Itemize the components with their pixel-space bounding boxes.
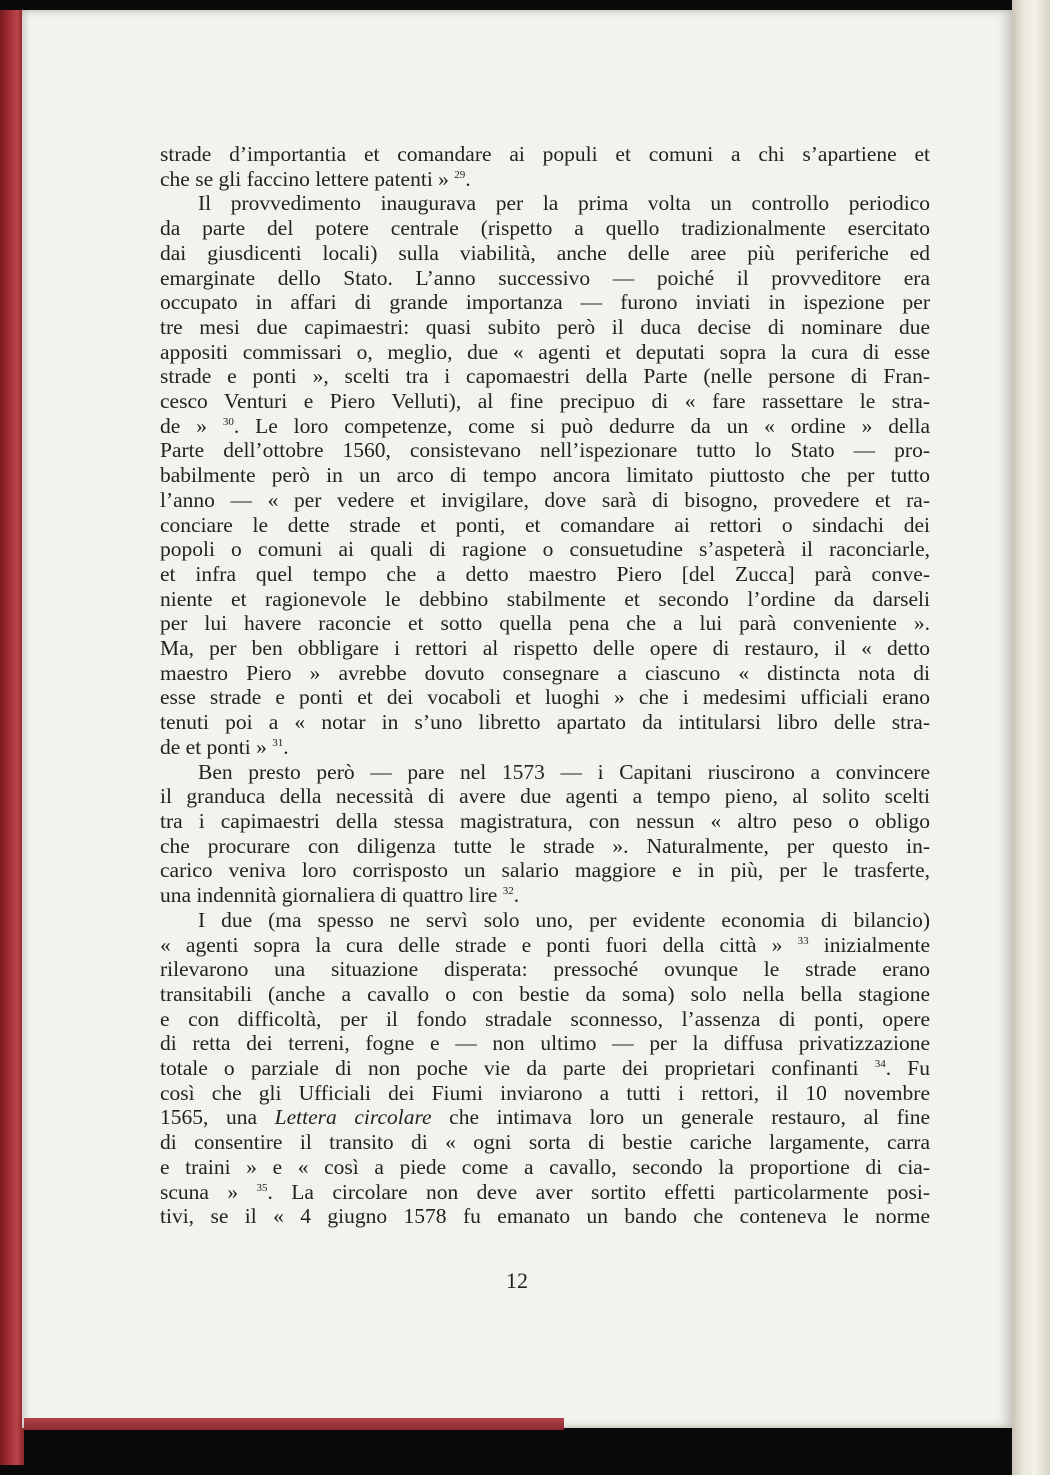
text-line-content: strade e ponti », scelti tra i capomaestri della Parte (nelle persone di Fran- (160, 364, 930, 389)
book-binding-red (0, 10, 24, 1465)
text-line (160, 191, 930, 216)
text-line-tail: . (465, 166, 471, 191)
text-line-content: Parte dell’ottobre 1560, consistevano nell’ispezionare tutto lo Stato — pro- (160, 438, 930, 463)
text-line (160, 908, 930, 933)
text-line (160, 364, 930, 389)
text-line-content: di consentire il transito di « ogni sorta di bestie cariche largamente, carra (160, 1130, 930, 1155)
text-line (160, 834, 930, 859)
text-line (160, 1204, 930, 1229)
text-line (160, 537, 930, 562)
text-line (160, 661, 930, 686)
text-line-content: tenuti poi a « notar in s’uno libretto apartato da intitularsi libro delle stra- (160, 710, 930, 735)
text-line-content: rilevarono una situazione disperata: pressoché ovunque le strade erano (160, 957, 930, 982)
text-line-content: per lui havere raconcie et sotto quella pena che a lui parà conveniente ». (160, 611, 930, 636)
text-line (160, 710, 930, 735)
text-line-content: dai giusdicenti locali) sulla viabilità, anche delle aree più periferiche ed (160, 240, 930, 265)
footnote-marker: 29 (454, 168, 466, 181)
text-line (160, 290, 930, 315)
book-binding-red-bottom (24, 1418, 564, 1430)
text-line (160, 414, 930, 439)
text-line (160, 1081, 930, 1106)
text-line-tail: . (513, 883, 520, 908)
text-line (160, 513, 930, 538)
text-line (160, 611, 930, 636)
text-line-content: occupato in affari di grande importanza — furono inviati in ispezione per (160, 290, 930, 315)
book-page (22, 10, 1012, 1428)
text-line-content: de » (160, 413, 223, 438)
text-line-tail: inizialmente (808, 932, 930, 957)
text-line (160, 1056, 930, 1081)
text-line-content: appositi commissari o, meglio, due « agenti et deputati sopra la cura di esse (160, 339, 930, 364)
text-line (160, 957, 930, 982)
text-line (160, 685, 930, 710)
text-line-tail: . (283, 734, 289, 759)
text-line (160, 340, 930, 365)
text-line-content: tivi, se il « 4 giugno 1578 fu emanato un bando che conteneva le norme (160, 1204, 930, 1229)
text-line-content: et infra quel tempo che a detto maestro Piero [del Zucca] parà conve- (160, 561, 930, 586)
text-line-content: carico veniva loro corrisposto un salario maggiore e in più, per le trasferte, (160, 858, 930, 883)
text-line-content: transitabili (anche a cavallo o con bestie da soma) solo nella bella stagione (160, 981, 930, 1006)
text-line (160, 760, 930, 785)
text-line-content: da parte del potere centrale (rispetto a quello tradizionalmente esercitato (160, 216, 930, 241)
text-line (160, 858, 930, 883)
text-line (160, 982, 930, 1007)
text-line (160, 587, 930, 612)
text-line-content: Il provvedimento inaugurava per la prima volta un controllo periodico (198, 191, 930, 216)
text-line (160, 142, 930, 167)
text-line-tail: . Fu (885, 1056, 930, 1081)
text-line-content: esse strade e ponti et dei vocaboli et luoghi » che i medesimi ufficiali erano (160, 685, 930, 710)
text-line (160, 1130, 930, 1155)
text-line-tail: . Le loro competenze, come si può dedurre da un « ordine » della (233, 413, 930, 438)
text-line (160, 735, 930, 760)
text-line-content: una indennità giornaliera di quattro lire (160, 883, 503, 908)
text-line-content: niente et ragionevole le debbino stabilmente et secondo l’ordine da darseli (160, 586, 930, 611)
text-line-content: di retta dei terreni, fogne e — non ultimo — per la diffusa privatizzazione (160, 1031, 930, 1056)
text-line (160, 1031, 930, 1056)
footnote-marker: 34 (874, 1058, 886, 1071)
text-line-content: così che gli Ufficiali dei Fiumi inviarono a tutti i rettori, il 10 novembre (160, 1080, 930, 1105)
text-line (160, 266, 930, 291)
text-line-content: e con difficoltà, per il fondo stradale sconnesso, l’assenza di ponti, opere (160, 1006, 930, 1031)
text-line-content: totale o parziale di non poche vie da parte dei proprietari confinanti (160, 1056, 875, 1081)
text-line-content: l’anno — « per vedere et invigilare, dove sarà di bisogno, provedere et ra- (160, 487, 930, 512)
text-line-content: babilmente però in un arco di tempo ancora limitato piuttosto che per tutto (160, 463, 930, 488)
text-line-content: popoli o comuni ai quali di ragione o consuetudine s’aspeterà il raconciarle, (160, 537, 930, 562)
text-line (160, 1180, 930, 1205)
text-line-content: che se gli faccino lettere patenti » (160, 166, 455, 191)
text-line-content: che procurare con diligenza tutte le strade ». Naturalmente, per questo in- (160, 833, 930, 858)
text-line-content: il granduca della necessità di avere due agenti a tempo pieno, al solito scelti (160, 784, 930, 809)
text-line-tail: che intimava loro un generale restauro, al fine (431, 1105, 930, 1130)
text-line (160, 438, 930, 463)
text-line-content: conciare le dette strade et ponti, et comandare ai rettori o sindachi dei (160, 512, 930, 537)
italic-title: Lettera circolare (274, 1105, 432, 1130)
text-line-content: maestro Piero » avrebbe dovuto consegnare a ciascuno « distincta nota di (160, 660, 930, 685)
text-line (160, 389, 930, 414)
page-edges (1012, 0, 1050, 1475)
text-line-content: I due (ma spesso ne servì solo uno, per evidente economia di bilancio) (198, 907, 930, 932)
text-line (160, 562, 930, 587)
body-text (160, 142, 930, 1229)
text-line (160, 488, 930, 513)
text-line-content: cesco Venturi e Piero Velluti), al fine precipuo di « fare rassettare le stra- (160, 389, 930, 414)
footnote-marker: 31 (272, 736, 284, 749)
text-line (160, 216, 930, 241)
text-line-tail: . La circolare non deve aver sortito effetti particolarmente posi- (267, 1179, 930, 1204)
footnote-marker: 35 (256, 1181, 268, 1194)
text-line-content: emarginate dello Stato. L’anno successivo — poiché il provveditore era (160, 265, 930, 290)
footnote-marker: 33 (797, 934, 809, 947)
text-line-content: Ben presto però — pare nel 1573 — i Capitani riuscirono a convincere (198, 759, 930, 784)
text-line (160, 883, 930, 908)
text-line-content: de et ponti » (160, 734, 273, 759)
footnote-marker: 30 (222, 415, 234, 428)
text-line-content: strade d’importantia et comandare ai populi et comuni a chi s’apartiene et (160, 142, 930, 166)
text-line-content: tre mesi due capimaestri: quasi subito però il duca decise di nominare due (160, 314, 930, 339)
text-line-content: Ma, per ben obbligare i rettori al rispetto delle opere di restauro, il « detto (160, 636, 930, 661)
text-line-content: e traini » e « così a piede come a cavallo, secondo la proportione di cia- (160, 1154, 930, 1179)
page-number: 12 (506, 1268, 528, 1293)
text-line (160, 241, 930, 266)
text-line-content: tra i capimaestri della stessa magistratura, con nessun « altro peso o obligo (160, 808, 930, 833)
text-line (160, 1007, 930, 1032)
text-line (160, 784, 930, 809)
text-line (160, 636, 930, 661)
text-line (160, 809, 930, 834)
text-line (160, 315, 930, 340)
text-line (160, 1155, 930, 1180)
text-line-content: scuna » (160, 1179, 257, 1204)
text-line-content: 1565, una (160, 1105, 275, 1130)
footnote-marker: 32 (502, 885, 514, 898)
text-line-content: « agenti sopra la cura delle strade e ponti fuori della città » (160, 932, 798, 957)
text-line (160, 1105, 930, 1130)
text-line (160, 933, 930, 958)
text-line (160, 463, 930, 488)
text-line (160, 167, 930, 192)
